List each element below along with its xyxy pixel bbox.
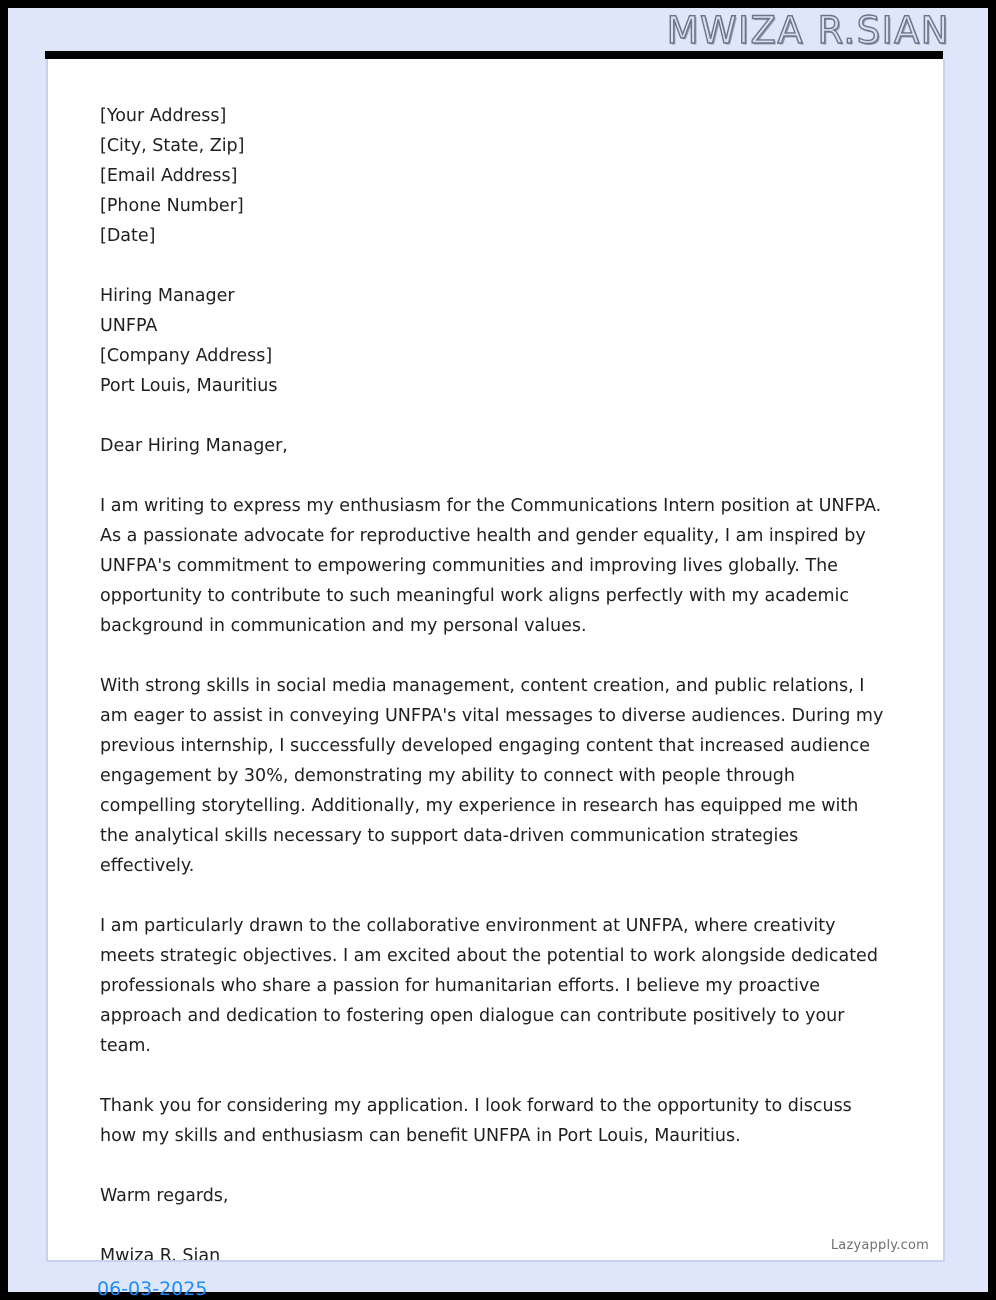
sender-email-line: [Email Address] bbox=[100, 166, 238, 186]
document-date-stamp: 06-03-2025 bbox=[97, 1278, 208, 1300]
spacer bbox=[100, 1151, 891, 1181]
recipient-address-block bbox=[100, 281, 891, 401]
applicant-name-heading: MWIZA R.SIAN bbox=[666, 8, 950, 52]
letter-body-container bbox=[48, 59, 943, 1262]
body-paragraph-3: I am particularly drawn to the collaborative environment at UNFPA, where creativity meets strategic objectives. I am excited about the potential to work alongside dedicated professionals who share a passion for humanitarian efforts. I believe my proactive approach and dedication to fostering open dialogue can contribute positively to your team. bbox=[100, 916, 878, 1056]
sender-date-line: [Date] bbox=[100, 226, 156, 246]
sender-phone-line: [Phone Number] bbox=[100, 196, 244, 216]
spacer bbox=[100, 461, 891, 491]
recipient-title-line: Hiring Manager bbox=[100, 286, 235, 306]
sender-city-line: [City, State, Zip] bbox=[100, 136, 245, 156]
recipient-city-line: Port Louis, Mauritius bbox=[100, 376, 278, 396]
sender-address-block bbox=[100, 101, 891, 251]
body-paragraph-2: With strong skills in social media management, content creation, and public relations, I am eager to assist in conveying UNFPA's vital messages to diverse audiences. During my previous internship, I successfully developed engaging content that increased audience engagement by 30%, demonstrating my ability to connect with people through compelling storytelling. Additionally, my experience in research has equipped me with the analytical skills necessary to support data-driven communication strategies effectively. bbox=[100, 676, 884, 876]
spacer bbox=[100, 401, 891, 431]
spacer bbox=[100, 881, 891, 911]
lazyapply-watermark: Lazyapply.com bbox=[830, 1238, 929, 1253]
spacer bbox=[100, 1061, 891, 1091]
recipient-address-line: [Company Address] bbox=[100, 346, 273, 366]
closing-signoff: Warm regards, bbox=[100, 1186, 229, 1206]
header-divider-rule bbox=[45, 51, 943, 59]
spacer bbox=[100, 641, 891, 671]
spacer bbox=[100, 1211, 891, 1241]
letterhead-band bbox=[8, 8, 988, 52]
body-paragraph-4: Thank you for considering my application. I look forward to the opportunity to discuss how my skills and enthusiasm can benefit UNFPA in Port Louis, Mauritius. bbox=[100, 1096, 852, 1146]
body-paragraph-1: I am writing to express my enthusiasm for the Communications Intern position at UNFPA. As a passionate advocate for reproductive health and gender equality, I am inspired by UNFPA's commitment to empowering communities and improving lives globally. The opportunity to contribute to such meaningful work aligns perfectly with my academic background in communication and my personal values. bbox=[100, 496, 882, 636]
letter-sheet bbox=[46, 59, 945, 1262]
salutation-line: Dear Hiring Manager, bbox=[100, 436, 288, 456]
sender-address-line: [Your Address] bbox=[100, 106, 227, 126]
spacer bbox=[100, 251, 891, 281]
recipient-org-line: UNFPA bbox=[100, 316, 158, 336]
signature-name: Mwiza R. Sian bbox=[100, 1246, 221, 1262]
